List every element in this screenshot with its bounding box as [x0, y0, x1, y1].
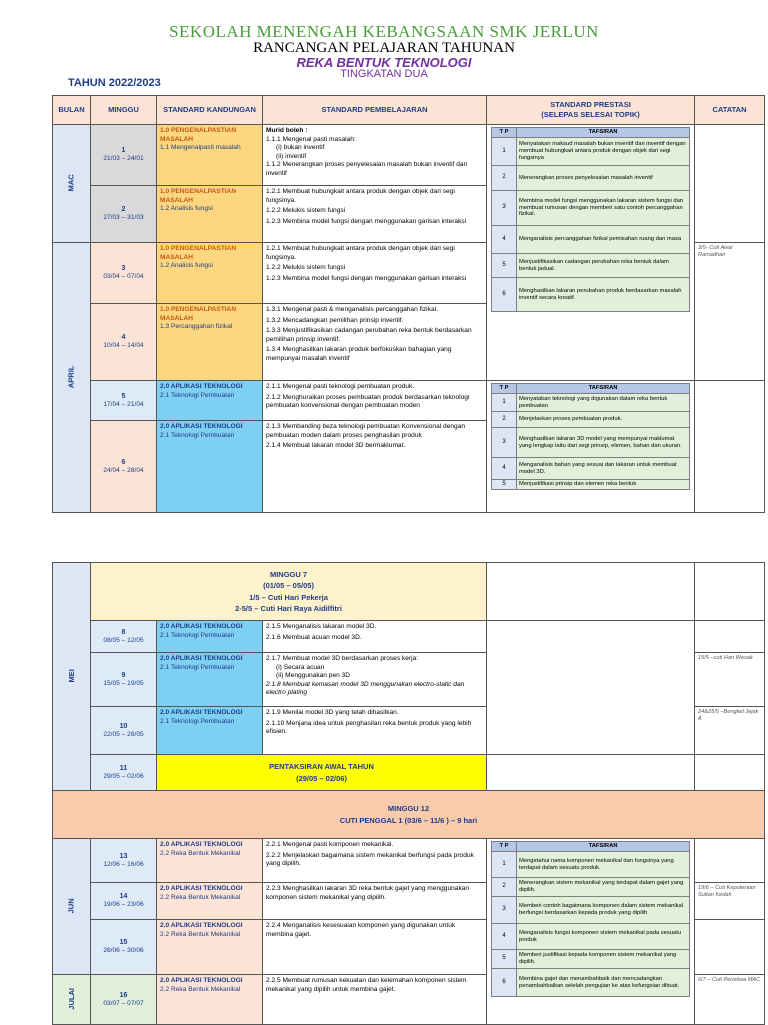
sk-cell: 2.0 APLIKASI TEKNOLOGI 2.1 Teknologi Pembuatan	[157, 421, 263, 513]
plan-table-page2	[52, 562, 765, 1025]
col-bulan: BULAN	[53, 96, 91, 125]
week-cell: 1 21/03 – 24/01	[91, 125, 157, 186]
assessment-banner: PENTAKSIRAN AWAL TAHUN (29/05 – 02/06)	[157, 755, 487, 791]
table-row	[53, 755, 765, 791]
catatan-cell	[695, 621, 765, 653]
tp-table-1: T P TAFSIRAN 1 Menyatakan maksud masalah bukan inventif dan inventif dengan membuat hubungkait antara produk dengan objek dari segi fungsinya 2 Menerangkan proses penyelesaian masalah inventif 3 Membina model fungsi menggunakan lakaran sistem fungsi dan membuat rumusan dengan memberi satu contoh percanggahan fizikal. 4 Menganalisis percanggahan fizikal pemisahan ruang dan masa 5 Menjustifikasikan cadangan perubahan reka bentuk dalam bentuk jadual. 6 Menghasilkan lakaran perubahan produk berdasarkan masalah inventif secara kreatif.	[491, 127, 690, 312]
tp-row: 5 Memberi justifikasi kepada komponen sistem mekanikal yang dipilih.	[492, 950, 690, 969]
week-cell: 6 24/04 – 28/04	[91, 421, 157, 513]
catatan-cell	[695, 755, 765, 791]
week-cell: 14 19/06 – 23/06	[91, 883, 157, 920]
table-row	[53, 563, 765, 621]
catatan-cell: 6/7 – Cuti Peristiwa MAC	[695, 975, 765, 1025]
week-cell: 9 15/05 – 19/05	[91, 653, 157, 707]
catatan-cell	[695, 381, 765, 513]
month-jun: JUN	[53, 839, 91, 975]
sp-cell: 2.2.5 Membuat rumusan kekuatan dan kelemahan komponen sistem mekanikal yang dipilih untuk membina gajet.	[263, 975, 487, 1025]
sk-cell: 1.0 PENGENALPASTIAN MASALAH 1.2 Analisis fungsi	[157, 243, 263, 304]
spr-cell	[487, 755, 695, 791]
sk-cell: 2.0 APLIKASI TEKNOLOGI 2.1 Teknologi Pembuatan	[157, 653, 263, 707]
week-cell: 16 03/07 – 07/07	[91, 975, 157, 1025]
tp-table-1-cell	[487, 125, 695, 381]
catatan-cell: 19/6 – Cuti Keputeraan Sultan Kedah	[695, 883, 765, 920]
sp-cell: 2.2.1 Mengenal pasti komponen mekanikal. 2.2.2 Menjelaskan bagaimana sistem mekanikal berfungsi pada produk yang dipilih.	[263, 839, 487, 883]
catatan-cell: 24&25/5 –Bengkel Jejak A	[695, 707, 765, 755]
col-catatan: CATATAN	[695, 96, 765, 125]
sp-cell: 2.1.7 Membuat model 3D berdasarkan proses kerja: (i) Secara acuan (ii) Menggunakan pen 3D 2.1.8 Membuat kemasan model 3D menggunakan electro-static dan electro plating	[263, 653, 487, 707]
month-april: APRIL	[53, 243, 91, 513]
col-spr: STANDARD PRESTASI (SELEPAS SELESAI TOPIK)	[487, 96, 695, 125]
school-name: SEKOLAH MENENGAH KEBANGSAAN SMK JERLUN	[169, 22, 599, 41]
tp-row: 6 Membina gajet dan menambahbaik dan mencadangkan penambahbaikan selelah pengujian ke atas kefungsian dibuat.	[492, 969, 690, 997]
sk-cell: 2.0 APLIKASI TEKNOLOGI 2.2 Reka Bentuk Mekanikal	[157, 839, 263, 883]
sp-cell: 2.2.4 Menganalisis kesesuaian komponen yang digunakan untuk membina gajet.	[263, 920, 487, 975]
table-row	[53, 381, 765, 421]
tp-table-2: T P TAFSIRAN 1 Menyatakan teknologi yang digunakan dalam reka bentuk pembuatan 2 Menjelaskan proses pembuatan produk. 3 Menghasilkan lakaran 3D model yang mempunyai maklumat yang lengkap laitu dari segi prinsip, elemen, bahan dan ukuran. 4 Menganalisis bahan yang sesuai dan lakaran untuk membuat model 3D. 5 Menjustifikasi prinsip dan elemen reka bentuk	[491, 383, 690, 490]
week-cell: 4 10/04 – 14/04	[91, 304, 157, 381]
tp-row: 4 Menganalisis percanggahan fizikal pemisahan ruang dan masa	[492, 226, 690, 254]
sp-cell: 1.3.1 Mengenal pasti & menganalisis percanggahan fizikal. 1.3.2 Mencadangkan pemilihan prinsip inventif. 1.3.3 Menjustifikasikan cadangan perubahan reka bentuk berdasarkan pemilihan prinsip inventif. 1.3.4 Menghasilkan lakaran produk berfokuskan bahagian yang mempunyai masalah inventif	[263, 304, 487, 381]
tp-table-3-cell	[487, 839, 695, 1025]
month-mac: MAC	[53, 125, 91, 243]
tp-row: 1 Mengetahui nama komponen mekanikal dan fungsinya yang terdapat dalam sesuatu produk.	[492, 852, 690, 878]
table-row	[53, 125, 765, 186]
month-mei: MEI	[53, 563, 91, 791]
table-row	[53, 839, 765, 883]
week-cell: 13 12/06 – 16/06	[91, 839, 157, 883]
tp-row: 2 Menerangkan sistem mekanikal yang terdapat dalam gajet yang dipilih.	[492, 878, 690, 897]
table-header-row	[53, 96, 765, 125]
week-cell: 8 08/05 – 12/05	[91, 621, 157, 653]
sp-cell: 2.1.9 Menilai model 3D yang telah dihasilkan. 2.1.10 Menjana idea untuk penghasilan reka bentuk produk yang lebih efisien.	[263, 707, 487, 755]
col-sk: STANDARD KANDUNGAN	[157, 96, 263, 125]
sp-cell: 2.1.5 Menganalisis lakaran model 3D. 2.1.6 Membuat acuan model 3D.	[263, 621, 487, 653]
sk-cell: 2.0 APLIKASI TEKNOLOGI 2.2 Reka Bentuk Mekanikal	[157, 920, 263, 975]
plan-table-page1	[52, 95, 765, 513]
sp-cell: 1.2.1 Membuat hubungkait antara produk dengan objek dari segi fungsinya. 1.2.2 Melukis sistem fungsi 1.2.3 Membina model fungsi dengan menggunakan garisan interaksi	[263, 243, 487, 304]
week-cell: 5 17/04 – 21/04	[91, 381, 157, 421]
catatan-cell	[695, 563, 765, 621]
sk-cell: 2.0 APLIKASI TEKNOLOGI 2.2 Reka Bentuk Mekanikal	[157, 883, 263, 920]
sk-cell: 2.0 APLIKASI TEKNOLOGI 2.1 Teknologi Pembuatan	[157, 707, 263, 755]
table-row	[53, 791, 765, 839]
week12-banner: MINGGU 12 CUTI PENGGAL 1 (03/6 – 11/6 ) – 9 hari	[53, 791, 765, 839]
catatan-cell: 15/5 –cuti Hari Wesak	[695, 653, 765, 707]
catatan-cell	[695, 839, 765, 883]
month-julai: JULAI	[53, 975, 91, 1025]
tp-row: 3 Membina model fungsi menggunakan lakaran sistem fungsi dan membuat rumusan dengan memberi satu contoh percanggahan fizikal.	[492, 191, 690, 226]
tp-row: 4 Menganalisis fungsi komponen sistem mekanikal pada sesuatu produk	[492, 924, 690, 950]
tp-row: 5 Menjustifikasikan cadangan perubahan reka bentuk dalam bentuk jadual.	[492, 254, 690, 278]
tp-row: 6 Menghasilkan lakaran perubahan produk berdasarkan masalah inventif secara kreatif.	[492, 278, 690, 312]
sk-cell: 1.0 PENGENALPASTIAN MASALAH 1.2 Analisis fungsi	[157, 186, 263, 243]
week-cell: 3 03/04 – 07/04	[91, 243, 157, 304]
sk-cell: 2.0 APLIKASI TEKNOLOGI 2.2 Reka Bentuk Mekanikal	[157, 975, 263, 1025]
tp-row: 1 Menyatakan maksud masalah bukan inventif dan inventif dengan membuat hubungkait antara produk dengan objek dari segi fungsinya	[492, 138, 690, 166]
tp-row: 5 Menjustifikasi prinsip dan elemen reka bentuk	[492, 480, 690, 490]
tp-row: 1 Menyatakan teknologi yang digunakan dalam reka bentuk pembuatan	[492, 394, 690, 412]
sk-cell: 2.0 APLIKASI TEKNOLOGI 2.1 Teknologi Pembuatan	[157, 621, 263, 653]
tp-row: 4 Menganalisis bahan yang sesuai dan lakaran untuk membuat model 3D.	[492, 458, 690, 480]
tp-row: 2 Menerangkan proses penyelesaian masalah inventif	[492, 166, 690, 191]
week-cell: 2 27/03 – 31/03	[91, 186, 157, 243]
tp-row: 2 Menjelaskan proses pembuatan produk.	[492, 412, 690, 428]
sp-cell: 2.2.3 Menghasilkan lakaran 3D reka bentuk gajet yang menggunakan komponen sistem mekanikal yang dipilih.	[263, 883, 487, 920]
sk-cell: 1.0 PENGENALPASTIAN MASALAH 1.3 Percanggahan fizikal	[157, 304, 263, 381]
week-cell: 11 29/05 – 02/06	[91, 755, 157, 791]
sp-cell: 1.2.1 Membuat hubungkait antara produk dengan objek dari segi fungsinya. 1.2.2 Melukis sistem fungsi 1.2.3 Membina model fungsi dengan menggunakan garisan interaksi	[263, 186, 487, 243]
subject-title: REKA BENTUK TEKNOLOGI	[296, 55, 472, 70]
spr-cell	[487, 621, 695, 755]
year-label: TAHUN 2022/2023	[68, 77, 161, 89]
tp-row: 3 Memberi contoh bagaimana komponen dalam sistem mekanikal berfungsi berdasarkan kepada produk yang dipilih	[492, 897, 690, 924]
sp-cell: Murid boleh : 1.1.1 Mengenal pasti masalah: (i) bukan inventif (ii) inventif 1.1.2 Menerangkan proses penyelesaian masalah bukan inventif dan inventif	[263, 125, 487, 186]
col-sp: STANDARD PEMBELAJARAN	[263, 96, 487, 125]
sk-cell: 1.0 PENGENALPASTIAN MASALAH 1.1 Mengenalpasti masalah	[157, 125, 263, 186]
week7-banner: MINGGU 7 (01/05 – 05/05) 1/5 – Cuti Hari Pekerja 2-5/5 – Cuti Hari Raya Aidilfitri	[91, 563, 487, 621]
spr-cell	[487, 563, 695, 621]
tp-table-3: T P TAFSIRAN 1 Mengetahui nama komponen mekanikal dan fungsinya yang terdapat dalam sesuatu produk. 2 Menerangkan sistem mekanikal yang terdapat dalam gajet yang dipilih. 3 Memberi contoh bagaimana komponen dalam sistem mekanikal berfungsi berdasarkan kepada produk yang dipilih 4 Menganalisis fungsi komponen sistem mekanikal pada sesuatu produk 5 Memberi justifikasi kepada komponen sistem mekanikal yang dipilih. 6 Membina gajet dan menambahbaik dan mencadangkan penambahbaikan selelah pengujian ke atas kefungsian dibuat.	[491, 841, 690, 997]
tp-table-2-cell	[487, 381, 695, 513]
catatan-cell: 3/5- Cuti Awal Ramadhan	[695, 243, 765, 381]
week-cell: 15 26/06 – 30/06	[91, 920, 157, 975]
plan-title: RANCANGAN PELAJARAN TAHUNAN	[253, 40, 515, 56]
week-cell: 10 22/05 – 26/05	[91, 707, 157, 755]
sk-cell: 2.0 APLIKASI TEKNOLOGI 2.1 Teknologi Pembuatan	[157, 381, 263, 421]
sp-cell: 2.1.3 Membanding beza teknologi pembuatan Konvensional dengan pembuatan moden dalam proses penghasilan produk 2.1.4 Membuat lakaran model 3D bermaklumat.	[263, 421, 487, 513]
tp-row: 3 Menghasilkan lakaran 3D model yang mempunyai maklumat yang lengkap laitu dari segi prinsip, elemen, bahan dan ukuran.	[492, 428, 690, 458]
catatan-cell	[695, 125, 765, 243]
sp-cell: 2.1.1 Mengenal pasti teknologi pembuatan produk. 2.1.2 Menghuraikan proses pembuatan produk berdasarkan teknologi pembuatan konvensional dengan pembuatan moden	[263, 381, 487, 421]
form-level: TINGKATAN DUA	[340, 68, 428, 80]
table-row	[53, 621, 765, 653]
catatan-cell	[695, 920, 765, 975]
col-minggu: MINGGU	[91, 96, 157, 125]
